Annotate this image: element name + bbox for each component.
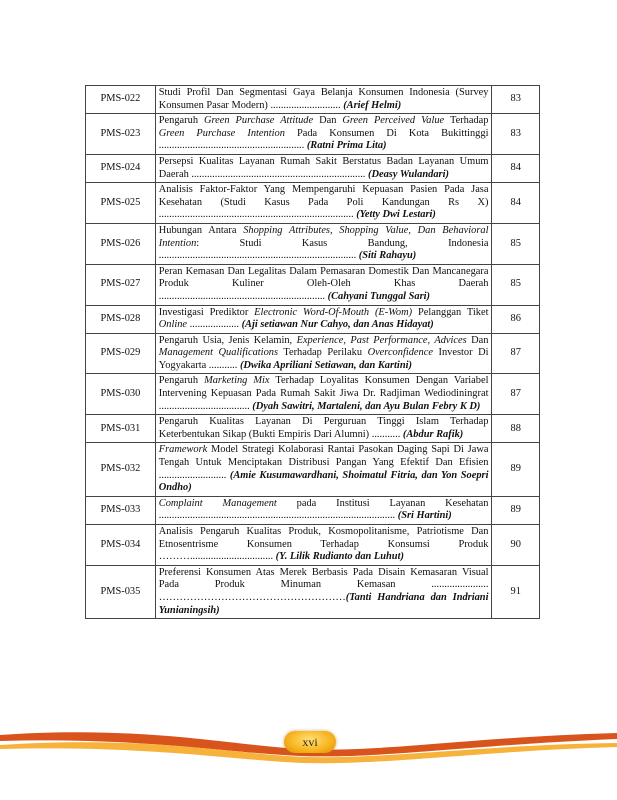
- paper-authors: (Arief Helmi): [340, 99, 402, 111]
- paper-title: [155, 114, 492, 155]
- title-italic-segment: Green Purchase Attitude: [204, 115, 314, 127]
- paper-authors: (Sri Hartini): [395, 510, 452, 522]
- paper-page-number: 89: [492, 496, 540, 524]
- title-segment: Pengaruh Usia, Jenis Kelamin,: [158, 334, 297, 346]
- paper-page-number: 85: [492, 223, 540, 264]
- paper-title: [155, 154, 492, 182]
- paper-title: [155, 223, 492, 264]
- toc-row: [86, 223, 540, 264]
- paper-title: [155, 565, 492, 618]
- paper-code: PMS-032: [86, 443, 156, 496]
- title-italic-segment: Complaint Management: [158, 497, 277, 509]
- toc-row: [86, 374, 540, 415]
- paper-code: PMS-028: [86, 305, 156, 333]
- paper-page-number: 86: [492, 305, 540, 333]
- toc-table-body: [86, 86, 540, 619]
- paper-title: [155, 86, 492, 114]
- paper-page-number: 83: [492, 86, 540, 114]
- toc-row: [86, 154, 540, 182]
- paper-page-number: 85: [492, 264, 540, 305]
- title-segment: pada Institusi Layanan Kesehatan ...........................................................................................: [158, 497, 489, 522]
- toc-row: [86, 183, 540, 224]
- toc-row: [86, 86, 540, 114]
- title-segment: Pengaruh: [158, 375, 205, 387]
- paper-code: PMS-029: [86, 333, 156, 374]
- title-segment: Pengaruh Kualitas Layanan Di Perguruan Tinggi Islam Terhadap Keterbentukan Sikap (Bukti Empiris Dari Alumni) ...........: [158, 416, 489, 440]
- toc-row: [86, 443, 540, 496]
- paper-authors: (Amie Kusumawardhani, Shoimatul Fitria, dan Yon Soepri Ondho): [158, 469, 489, 494]
- paper-title: [155, 305, 492, 333]
- title-segment: Investigasi Prediktor: [158, 306, 255, 318]
- title-segment: Preferensi Konsumen Atas Merek Berbasis Pada Disain Kemasaran Visual Pada Produk Minuman Kemasan ...................... ………………………………………………: [158, 566, 489, 603]
- title-italic-segment: Online: [158, 319, 188, 331]
- title-italic-segment: Experience, Past Performance, Advices: [296, 334, 467, 346]
- title-segment: Investor Di Yogyakarta ...........: [158, 347, 489, 371]
- paper-authors: (Aji setiawan Nur Cahyo, dan Anas Hidayat): [239, 319, 434, 331]
- paper-code: PMS-033: [86, 496, 156, 524]
- title-italic-segment: Management Qualifications: [158, 347, 279, 359]
- title-segment: Persepsi Kualitas Layanan Rumah Sakit Berstatus Badan Layanan Umum Daerah ...................................................................: [158, 155, 489, 180]
- title-segment: Terhadap: [444, 115, 489, 127]
- paper-authors: (Deasy Wulandari): [365, 168, 449, 180]
- toc-row: [86, 415, 540, 443]
- title-italic-segment: Marketing Mix: [204, 375, 270, 387]
- paper-code: PMS-031: [86, 415, 156, 443]
- title-italic-segment: Shopping Attributes, Shopping Value, Dan Behavioral Intention: [158, 224, 489, 249]
- title-segment: Analisis Pengaruh Kualitas Produk, Kosmopolitanisme, Patriotisme Dan Etnosentrisme Konsumen Terhadap Konsumsi Produk ………................................: [158, 526, 489, 563]
- title-segment: Studi Profil Dan Segmentasi Gaya Belanja Konsumen Indonesia (Survey Konsumen Pasar Modern) ...........................: [158, 87, 489, 111]
- toc-row: [86, 333, 540, 374]
- paper-title: [155, 443, 492, 496]
- paper-title: [155, 374, 492, 415]
- paper-title: [155, 183, 492, 224]
- paper-authors: (Yetty Dwi Lestari): [353, 209, 436, 221]
- paper-code: PMS-030: [86, 374, 156, 415]
- title-italic-segment: Electronic Word-Of-Mouth (E-Wom): [254, 306, 413, 318]
- paper-authors: (Abdur Rafik): [400, 428, 464, 440]
- paper-page-number: 84: [492, 183, 540, 224]
- toc-row: [86, 264, 540, 305]
- paper-code: PMS-025: [86, 183, 156, 224]
- title-segment: Model Strategi Kolaborasi Rantai Pasokan Daging Sapi Di Jawa Tengah Untuk Menciptakan Distribusi Pangan Yang Efektif Dan Efisien ..........................: [158, 444, 489, 481]
- title-segment: Pengaruh: [158, 115, 204, 127]
- title-segment: Terhadap Perilaku: [278, 347, 368, 359]
- title-segment: : Studi Kasus Bandung, Indonesia ............................................................................: [158, 237, 489, 262]
- paper-authors: (Tanti Handriana dan Indriani Yunianingsih): [158, 591, 489, 616]
- title-italic-segment: Overconfidence: [367, 347, 433, 359]
- toc-row: [86, 114, 540, 155]
- paper-code: PMS-027: [86, 264, 156, 305]
- paper-authors: (Dyah Sawitri, Martaleni, dan Ayu Bulan Febry K D): [249, 400, 481, 412]
- title-segment: Terhadap Loyalitas Konsumen Dengan Variabel Intervening Kepuasan Pada Rumah Sakit Jiwa Dr. Radjiman Wediodiningrat ...................................: [158, 375, 489, 412]
- paper-title: [155, 496, 492, 524]
- paper-code: PMS-034: [86, 525, 156, 566]
- paper-code: PMS-023: [86, 114, 156, 155]
- paper-authors: (Cahyani Tunggal Sari): [325, 290, 431, 302]
- title-segment: Hubungan Antara: [158, 224, 244, 236]
- toc-row: [86, 496, 540, 524]
- title-segment: Pada Konsumen Di Kota Bukittinggi ........................................................: [158, 127, 489, 152]
- toc-table: [85, 85, 540, 619]
- paper-page-number: 87: [492, 374, 540, 415]
- paper-authors: (Y. Lilik Rudianto dan Luhut): [273, 551, 404, 563]
- paper-code: PMS-026: [86, 223, 156, 264]
- title-segment: Analisis Faktor-Faktor Yang Mempengaruhi Kepuasan Pasien Pada Jasa Kesehatan (Studi Kasus Pada Poli Kandungan Rs X) ...........................................................................: [158, 184, 489, 221]
- paper-title: [155, 333, 492, 374]
- paper-title: [155, 264, 492, 305]
- paper-code: PMS-022: [86, 86, 156, 114]
- title-italic-segment: Green Purchase Intention: [158, 127, 285, 139]
- title-segment: ...................: [187, 319, 239, 331]
- paper-code: PMS-024: [86, 154, 156, 182]
- toc-row: [86, 305, 540, 333]
- paper-page-number: 84: [492, 154, 540, 182]
- paper-page-number: 83: [492, 114, 540, 155]
- toc-row: [86, 565, 540, 618]
- paper-page-number: 90: [492, 525, 540, 566]
- paper-authors: (Ratni Prima Lita): [304, 140, 387, 152]
- paper-code: PMS-035: [86, 565, 156, 618]
- page-number: xvi: [302, 735, 318, 749]
- paper-title: [155, 525, 492, 566]
- paper-page-number: 89: [492, 443, 540, 496]
- title-italic-segment: Green Perceived Value: [342, 115, 445, 127]
- paper-authors: (Siti Rahayu): [356, 250, 417, 262]
- toc-row: [86, 525, 540, 566]
- title-segment: Peran Kemasan Dan Legalitas Dalam Pemasaran Domestik Dan Mancanegara Produk Kuliner Oleh-Oleh Khas Daerah ................................................................: [158, 265, 489, 302]
- page-number-badge: [284, 731, 336, 753]
- paper-page-number: 87: [492, 333, 540, 374]
- title-segment: Pelanggan Tiket: [412, 306, 489, 318]
- paper-page-number: 88: [492, 415, 540, 443]
- paper-title: [155, 415, 492, 443]
- paper-authors: (Dwika Apriliani Setiawan, dan Kartini): [237, 359, 412, 371]
- title-segment: Dan: [313, 115, 343, 127]
- title-segment: Dan: [466, 334, 489, 346]
- title-italic-segment: Framework: [158, 444, 208, 456]
- paper-page-number: 91: [492, 565, 540, 618]
